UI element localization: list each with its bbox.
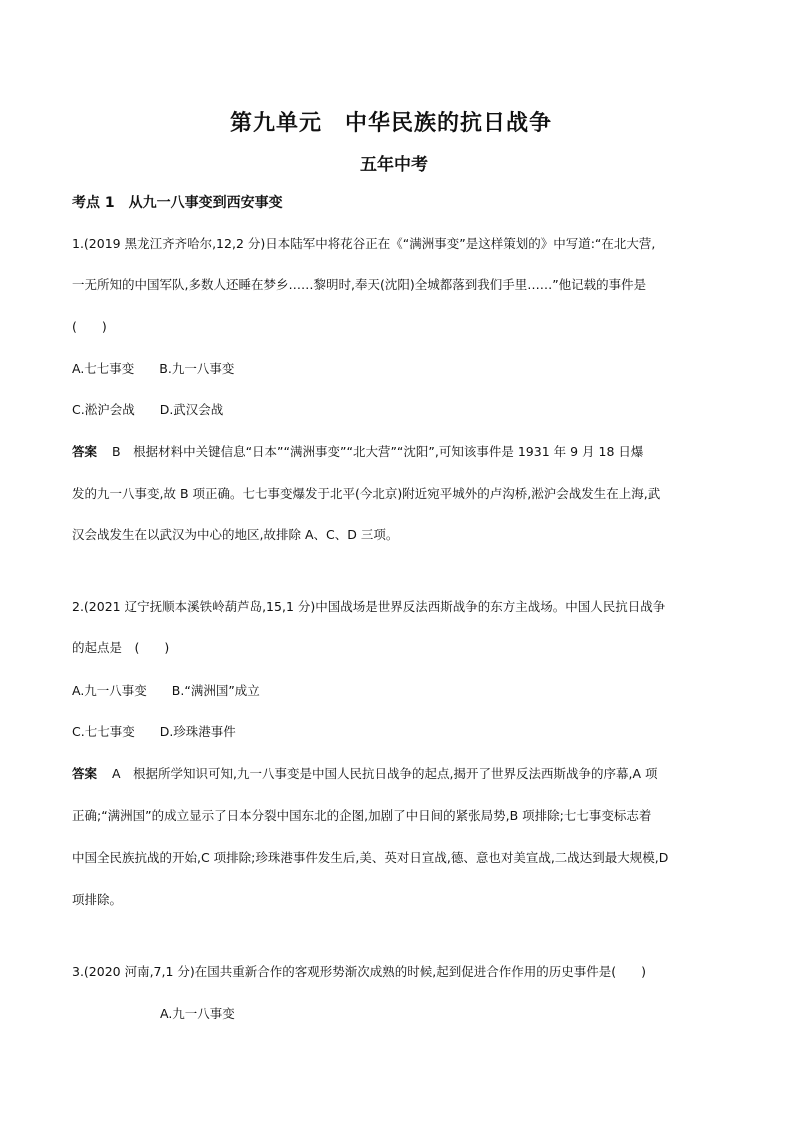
q1-answer-line-3: 汉会战发生在以武汉为中心的地区,故排除 A、C、D 三项。 (72, 527, 399, 542)
q1-stem-line-1: 1.(2019 黑龙江齐齐哈尔,12,2 分)日本陆军中将花谷正在《“满洲事变”是这样策划的》中写道:“在北大营, (72, 236, 656, 251)
q1-options-row-2: C.淞沪会战 D.武汉会战 (72, 402, 224, 417)
q1-answer-line-1: B 根据材料中关键信息“日本”“满洲事变”“北大营”“沈阳”,可知该事件是 1931 年 9 月 18 日爆 (112, 444, 644, 459)
q1-stem-line-2: 一无所知的中国军队,多数人还睡在梦乡……黎明时,奉天(沈阳)全城都落到我们手里……”他记载的事件是 (72, 277, 647, 292)
q2-stem-line-2: 的起点是 ( ) (72, 640, 170, 655)
q2-answer-line-3: 中国全民族抗战的开始,C 项排除;珍珠港事件发生后,美、英对日宣战,德、意也对美宣战,二战达到最大规模,D (72, 850, 669, 865)
section-heading: 考点 1 从九一八事变到西安事变 (72, 195, 283, 211)
page-subtitle: 五年中考 (360, 155, 428, 175)
q1-answer-label: 答案 (72, 444, 98, 459)
q2-answer-line-1: A 根据所学知识可知,九一八事变是中国人民抗日战争的起点,揭开了世界反法西斯战争的序幕,A 项 (112, 766, 658, 781)
q2-options-row-2: C.七七事变 D.珍珠港事件 (72, 724, 236, 739)
q2-answer-label: 答案 (72, 766, 98, 781)
q1-options-row-1: A.七七事变 B.九一八事变 (72, 361, 235, 376)
q2-answer-line-4: 项排除。 (72, 892, 123, 907)
q2-stem-line-1: 2.(2021 辽宁抚顺本溪铁岭葫芦岛,15,1 分)中国战场是世界反法西斯战争的东方主战场。中国人民抗日战争 (72, 599, 666, 614)
q1-stem-line-3: ( ) (72, 319, 107, 334)
q2-options-row-1: A.九一八事变 B.“满洲国”成立 (72, 683, 260, 698)
q1-answer-line-2: 发的九一八事变,故 B 项正确。七七事变爆发于北平(今北京)附近宛平城外的卢沟桥,淞沪会战发生在上海,武 (72, 486, 661, 501)
q2-answer-line-2: 正确;“满洲国”的成立显示了日本分裂中国东北的企图,加剧了中日间的紧张局势,B 项排除;七七事变标志着 (72, 808, 652, 823)
page-title: 第九单元 中华民族的抗日战争 (230, 111, 553, 136)
q3-stem-line-1: 3.(2020 河南,7,1 分)在国共重新合作的客观形势渐次成熟的时候,起到促进合作作用的历史事件是( ) (72, 964, 647, 979)
q3-option-a: A.九一八事变 (160, 1006, 235, 1021)
